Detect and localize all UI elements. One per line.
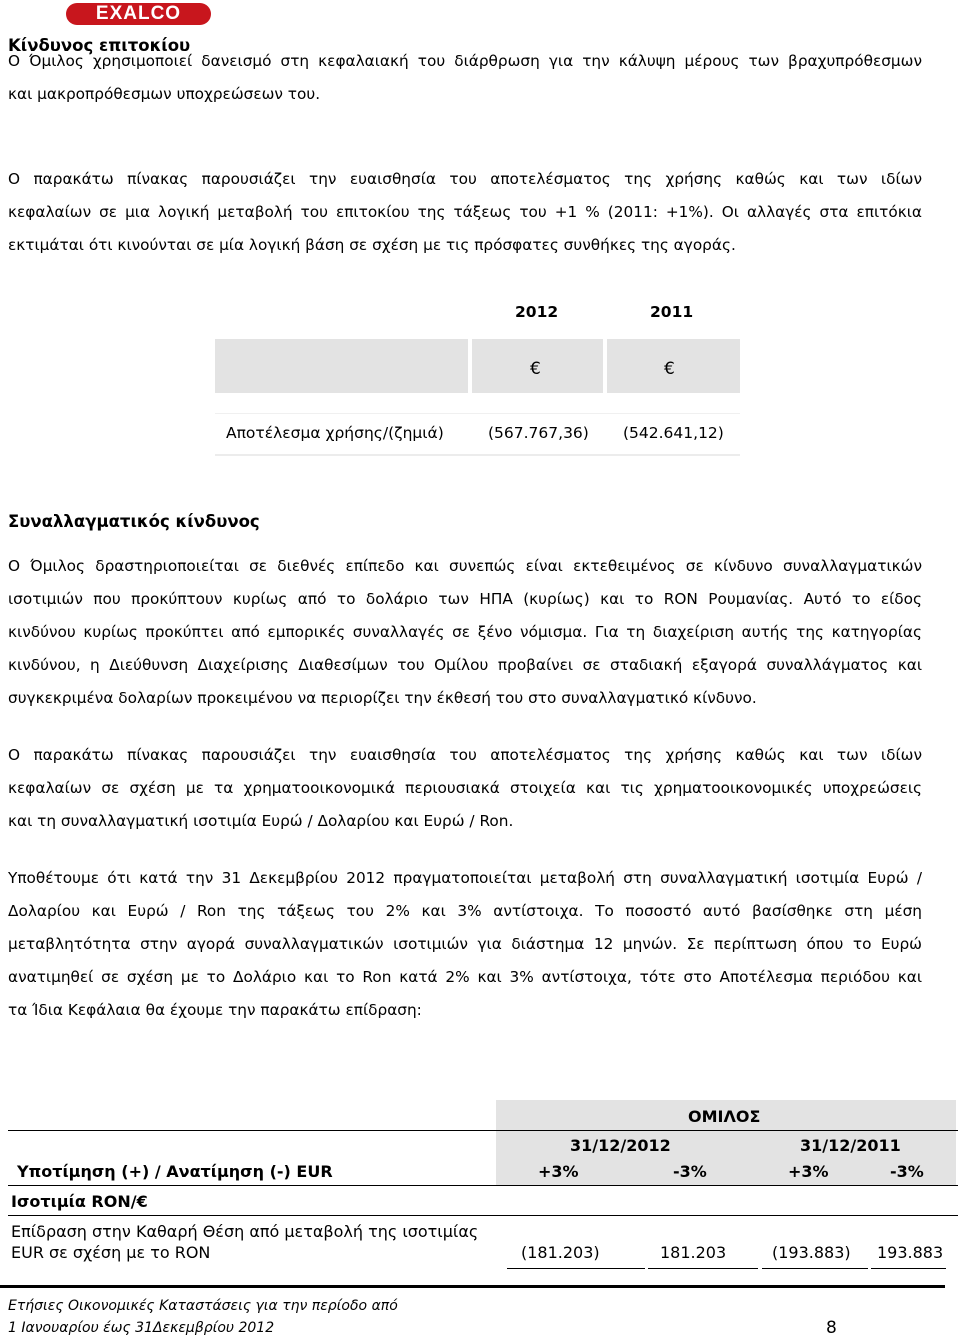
fx-para3-line3: μεταβλητότητα στην αγορά συναλλαγματικών ισοτιμιών για διάστημα 12 μηνών. Σε περίπτωση όπου το Ευρώ xyxy=(8,935,922,953)
fx-table-rule-top xyxy=(8,1130,958,1131)
group-header: ΟΜΙΛΟΣ xyxy=(688,1107,761,1126)
cell-underline-2 xyxy=(648,1268,758,1269)
fx-para2-line2: κεφαλαίων σε σχέση με τα χρηματοοικονομικά περιουσιακά στοιχεία και τις χρηματοοικονομικές υποχρεώσεις xyxy=(8,779,922,797)
effect-label-line1: Επίδραση στην Καθαρή Θέση από μεταβολή της ισοτιμίας xyxy=(11,1222,479,1241)
change-minus3-2012: -3% xyxy=(673,1162,707,1181)
result-value-2012: (567.767,36) xyxy=(488,424,589,442)
euro-symbol-2011: € xyxy=(664,359,675,379)
ron-rate-label: Ισοτιμία RON/€ xyxy=(11,1192,148,1211)
exalco-logo xyxy=(66,3,211,25)
fx-change-label: Υποτίμηση (+) / Ανατίμηση (-) EUR xyxy=(17,1162,333,1181)
cell-underline-1 xyxy=(507,1268,645,1269)
change-minus3-2011: -3% xyxy=(890,1162,924,1181)
effect-value-plus3-2011: (193.883) xyxy=(772,1243,851,1262)
fx-para1-line3: κινδύνου κυρίως προκύπτει από εμπορικές συναλλαγές σε ξένο νόμισμα. Για τη διαχείριση αυτής της κατηγορίας xyxy=(8,623,922,641)
fx-para3-line5: τα Ίδια Κεφάλαια θα έχουμε την παρακάτω επίδραση: xyxy=(8,1001,422,1019)
fx-risk-heading: Συναλλαγματικός κίνδυνος xyxy=(8,512,260,531)
effect-label-line2: EUR σε σχέση με το RON xyxy=(11,1243,211,1262)
footer-line2: 1 Ιανουαρίου έως 31Δεκεμβρίου 2012 xyxy=(8,1320,275,1336)
fx-para1-line4: κινδύνου, η Διεύθυνση Διαχείρισης Διαθεσίμων του Ομίλου προβαίνει σε σταδιακή εξαγορά συναλλάγματος και xyxy=(8,656,922,674)
fx-para2-line3: και τη συναλλαγματική ισοτιμία Ευρώ / Δολαρίου και Ευρώ / Ron. xyxy=(8,812,514,830)
date-2011-header: 31/12/2011 xyxy=(800,1136,901,1155)
fx-para1-line2: ισοτιμιών που προκύπτουν κυρίως από το δολάριο των ΗΠΑ (κυρίως) και το RON Ρουμανίας. Αυτό το είδος xyxy=(8,590,922,608)
fx-table-rule-mid xyxy=(8,1185,958,1186)
effect-value-minus3-2012: 181.203 xyxy=(660,1243,727,1262)
interest-risk-para1-line2: και μακροπρόθεσμων υποχρεώσεων του. xyxy=(8,85,321,103)
fx-para3-line2: Δολαρίου και Ευρώ / Ron της τάξεως του 2% και 3% αντίστοιχα. Το ποσοστό αυτό βασίσθηκε στη μέση xyxy=(8,902,922,920)
cell-underline-3 xyxy=(762,1268,868,1269)
date-2012-header: 31/12/2012 xyxy=(570,1136,671,1155)
cell-underline-4 xyxy=(871,1268,946,1269)
footer-line1: Ετήσιες Οικονομικές Καταστάσεις για την περίοδο από xyxy=(8,1298,398,1314)
fx-para1-line5: συγκεκριμένα δολαρίων προκειμένου να περιορίζει την έκθεσή του στο συναλλαγματικό κίνδυνο. xyxy=(8,689,757,707)
interest-risk-heading: Κίνδυνος επιτοκίου xyxy=(8,36,191,55)
fx-para3-line1: Υποθέτουμε ότι κατά την 31 Δεκεμβρίου 2012 πραγματοποιείται μεταβολή στη συναλλαγματική ισοτιμία Ευρώ / xyxy=(8,869,922,887)
interest-risk-para2-line2: κεφαλαίων σε μια λογική μεταβολή του επιτοκίου της τάξεως του +1 % (2011: +1%). Οι αλλαγές στα επιτόκια xyxy=(8,203,922,221)
fx-para2-line1: Ο παρακάτω πίνακας παρουσιάζει την ευαισθησία του αποτελέσματος της χρήσης καθώς και των ιδίων xyxy=(8,746,922,764)
effect-value-minus3-2011: 193.883 xyxy=(877,1243,944,1262)
result-row-label: Αποτέλεσμα χρήσης/(ζημιά) xyxy=(226,424,444,442)
interest-risk-para2-line1: Ο παρακάτω πίνακας παρουσιάζει την ευαισθησία του αποτελέσματος της χρήσης καθώς και των ιδίων xyxy=(8,170,922,188)
euro-symbol-2012: € xyxy=(530,359,541,379)
year-2011-header: 2011 xyxy=(650,303,694,321)
fx-para3-line4: ανατιμηθεί σε σχέση με το Δολάριο και το Ron κατά 2% και 3% αντίστοιχα, τότε στο Αποτέλεσμα περιόδου και xyxy=(8,968,922,986)
change-plus3-2012: +3% xyxy=(538,1162,579,1181)
change-plus3-2011: +3% xyxy=(788,1162,829,1181)
fx-table-rule-sub xyxy=(8,1215,958,1216)
interest-risk-para2-line3: εκτιμάται ότι κινούνται σε μία λογική βάση σε σχέση με τις πρόσφατες συνθήκες της αγοράς. xyxy=(8,236,736,254)
page-number: 8 xyxy=(826,1318,837,1338)
year-2012-header: 2012 xyxy=(515,303,559,321)
effect-value-plus3-2012: (181.203) xyxy=(521,1243,600,1262)
fx-para1-line1: Ο Όμιλος δραστηριοποιείται σε διεθνές επίπεδο και συνεπώς είναι εκτεθειμένος σε κίνδυνο συναλλαγματικών xyxy=(8,557,922,575)
currency-cell-2012 xyxy=(472,339,603,393)
result-value-2011: (542.641,12) xyxy=(623,424,724,442)
currency-cell-2011 xyxy=(607,339,740,393)
footer-rule xyxy=(0,1285,945,1288)
interest-risk-para1-line1: Ο Όμιλος χρησιμοποιεί δανεισμό στη κεφαλαιακή του διάρθρωση για την κάλυψη μέρους των βραχυπρόθεσμων xyxy=(8,52,922,70)
table-header-blank-cell xyxy=(215,339,468,393)
logo-text: EXALCO xyxy=(95,3,182,24)
